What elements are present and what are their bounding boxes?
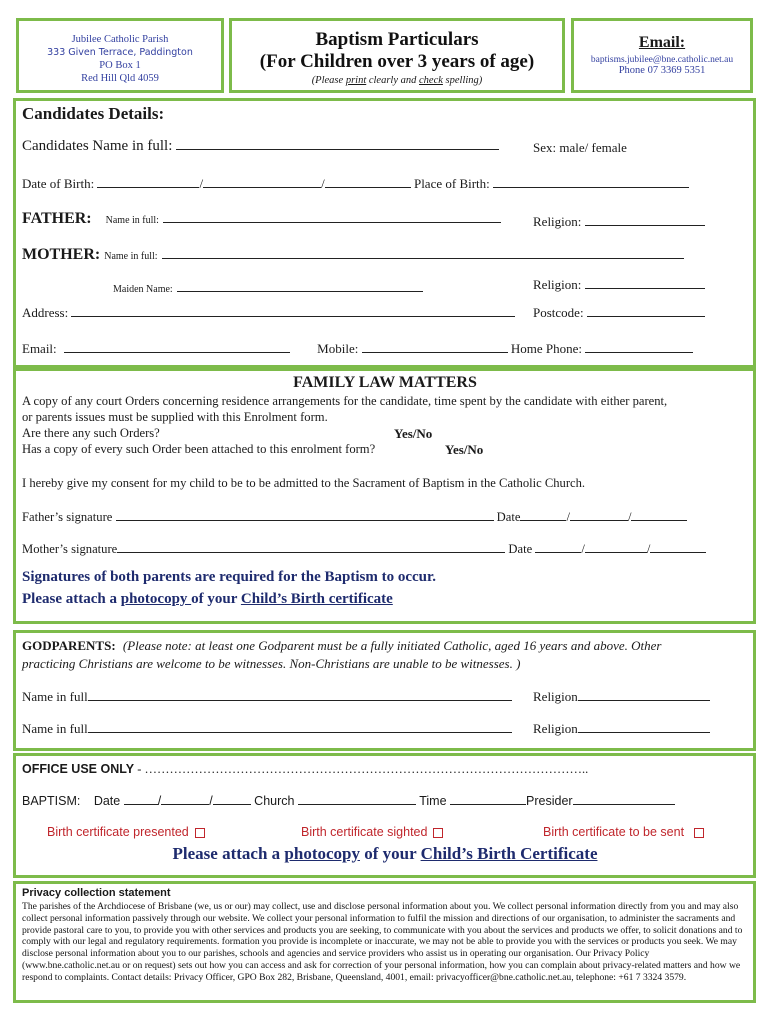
address-label: Address: [22,305,69,320]
godparent-2-religion-label: Religion [533,721,578,736]
pob-label: Place of Birth: [413,176,490,191]
print-note: (Please print clearly and check spelling) [311,75,483,86]
candidate-name-label: Candidates Name in full: [22,138,173,154]
contact-box [571,18,753,93]
bc-sighted[interactable]: Birth certificate sighted [301,825,443,839]
godparents-note-2: practicing Christians are welcome to be witnesses. Non-Christians are unable to be witnesses. ) [22,656,521,671]
godparent-2-name-field[interactable] [88,732,512,733]
godparent-1-religion-label: Religion [533,689,578,704]
godparent-1-name-field[interactable] [88,700,512,701]
candidates-heading: Candidates Details: [22,104,165,123]
contact-phone: Phone 07 3369 5351 [618,65,706,76]
parish-address-2: PO Box 1 [99,60,141,71]
mother-label: MOTHER: [22,246,101,263]
home-phone-field[interactable] [585,352,693,353]
mobile-field[interactable] [362,352,508,353]
father-religion-field[interactable] [585,225,705,226]
father-label: FATHER: [22,210,92,227]
mother-date-month[interactable] [585,552,647,553]
dob-label: Date of Birth: [22,176,95,191]
orders-answer[interactable]: Yes/No [394,426,433,441]
email-field[interactable] [64,352,290,353]
church-label: Church [254,794,295,808]
sex-label[interactable]: Sex: male/ female [533,140,627,155]
mother-signature-label: Mother’s signature [22,542,118,556]
godparent-2-religion-field[interactable] [578,732,710,733]
email-heading: Email: [638,34,686,51]
father-date-label: Date [496,510,521,524]
father-signature-field[interactable] [116,520,494,521]
mother-religion-field[interactable] [585,288,705,289]
pob-field[interactable] [493,187,689,188]
parish-address-1: 333 Given Terrace, Paddington [47,47,193,58]
mother-signature-field[interactable] [117,552,505,553]
mother-date-day[interactable] [535,552,581,553]
godparent-2-name-label: Name in full [22,721,88,736]
email-label: Email: [22,341,57,356]
godparents-heading: GODPARENTS: [22,638,116,653]
father-date-day[interactable] [520,520,566,521]
church-field[interactable] [298,804,416,805]
father-signature-label: Father’s signature [22,510,113,524]
maiden-name-label: Maiden Name: [113,284,173,295]
privacy-heading: Privacy collection statement [22,887,171,899]
postcode-field[interactable] [587,316,705,317]
dob-day-field[interactable] [97,187,199,188]
order-attached-question: Has a copy of every such Order been attached to this enrolment form? [22,442,376,456]
baptism-label: BAPTISM: [22,794,81,808]
mother-religion-label: Religion: [533,277,582,292]
bc-presented-checkbox[interactable] [195,828,205,838]
baptism-date-label: Date [93,794,121,808]
godparent-1-name-label: Name in full [22,689,88,704]
presider-field[interactable] [573,804,675,805]
office-attach-notice: Please attach a photocopy of your Child’s Birth Certificate [172,844,598,863]
family-law-heading: FAMILY LAW MATTERS [293,374,477,391]
mother-name-field[interactable] [162,258,684,259]
form-title: Baptism Particulars [315,29,479,50]
form-subtitle: (For Children over 3 years of age) [259,51,535,72]
address-field[interactable] [71,316,515,317]
baptism-date-day[interactable] [124,804,158,805]
parish-address-3: Red Hill Qld 4059 [81,73,159,84]
order-attached-answer[interactable]: Yes/No [445,442,484,457]
time-field[interactable] [450,804,526,805]
baptism-date-month[interactable] [161,804,209,805]
father-date-year[interactable] [631,520,687,521]
home-phone-label: Home Phone: [510,341,582,356]
parish-box [16,18,224,93]
father-date-month[interactable] [570,520,628,521]
father-name-field[interactable] [163,222,501,223]
godparent-1-religion-field[interactable] [578,700,710,701]
privacy-text: The parishes of the Archdiocese of Brisbane (we, us or our) may collect, use and disclose personal information about you. We collect personal information directly from you and may also collect personal information passively through our website. We collect your personal information to fulfil the mission and directions of our organisation, to administer the sacraments and provide pastoral care to you, to provide you with other services and products you are seeking, to communicate with you about the services and products we offer, to solicit donations and to comply with our legal and regulatory requirements. formation you provide is incomplete or inaccurate, we may not be able to provide you with the services or products you seek. We may disclose personal information about you to our parishes, schools and agencies and service providers who assist us in operating our organisation. Our Privacy Policy (www.bne.catholic.net.au or on request) sets out how you can access and ask for correction of your personal information, how you can complain about privacy-related matters and how we respond to complaints. Contact details: Privacy Officer, GPO Box 282, Brisbane, Queensland, 4001, email: privacyofficer@bne.catholic.net.au, telephone: +61 7 3324 3579. [22,901,743,983]
bc-to-be-sent-checkbox[interactable] [694,828,704,838]
contact-email: baptisms.jubilee@bne.catholic.net.au [590,55,734,65]
dob-month-field[interactable] [203,187,321,188]
bc-to-be-sent[interactable]: Birth certificate to be sent [543,825,704,839]
dob-year-field[interactable] [325,187,411,188]
family-law-para-2: or parents issues must be supplied with this Enrolment form. [22,410,328,424]
mother-date-year[interactable] [650,552,706,553]
parish-name: Jubilee Catholic Parish [71,34,169,45]
baptism-date-year[interactable] [213,804,251,805]
bc-presented[interactable]: Birth certificate presented [47,825,205,839]
postcode-label: Postcode: [533,305,584,320]
godparents-note-1: (Please note: at least one Godparent must be a fully initiated Catholic, aged 16 years and above. Other [122,638,662,653]
orders-question: Are there any such Orders? [22,426,160,440]
mother-date-label: Date [508,542,533,556]
maiden-name-field[interactable] [177,291,423,292]
office-use-dots: - …………………………………………………………………………………………….. [134,762,589,776]
signatures-required-notice: Signatures of both parents are required for the Baptism to occur. [22,569,437,585]
family-law-para-1: A copy of any court Orders concerning residence arrangements for the candidate, time spent by the candidate with either parent, [22,394,668,408]
title-box [229,18,565,93]
time-label: Time [419,794,447,808]
presider-label: Presider [526,794,573,808]
father-name-label: Name in full: [105,215,159,226]
candidate-name-field[interactable] [176,149,499,150]
office-use-heading: OFFICE USE ONLY [22,762,135,776]
attach-birth-cert-notice: Please attach a photocopy of your Child’s Birth certificate [22,591,393,607]
mobile-label: Mobile: [317,341,359,356]
consent-text: I hereby give my consent for my child to be to be admitted to the Sacrament of Baptism in the Catholic Church. [22,476,586,490]
bc-sighted-checkbox[interactable] [433,828,443,838]
mother-name-label: Name in full: [104,251,158,262]
father-religion-label: Religion: [533,214,582,229]
